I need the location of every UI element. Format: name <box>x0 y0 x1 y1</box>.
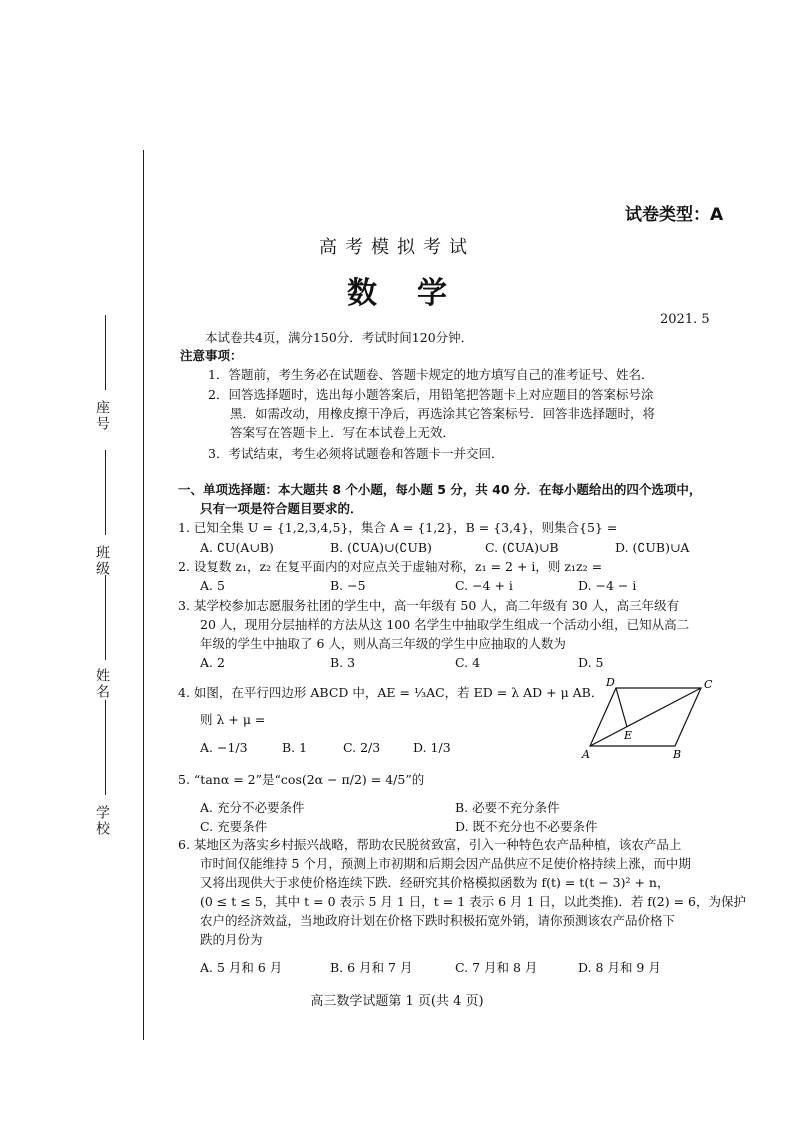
question-6-line: 6. 某地区为落实乡村振兴战略，帮助农民脱贫致富，引入一种特色农产品种植，该农产品上 <box>178 837 682 852</box>
notice-item: 1．答题前，考生务必在试题卷、答题卡规定的地方填写自己的准考证号、姓名． <box>208 367 654 382</box>
class-blank <box>105 450 106 535</box>
q5-option-d: D. 既不充分也不必要条件 <box>455 819 598 834</box>
intro-text: 本试卷共4页，满分150分．考试时间120分钟． <box>205 330 474 345</box>
question-3-line: 20 人，现用分层抽样的方法从这 100 名学生中抽取学生组成一个活动小组，已知从高二 <box>200 617 690 632</box>
seat-blank <box>105 315 106 390</box>
q5-option-a: A. 充分不必要条件 <box>200 800 305 815</box>
label-c: C <box>704 678 713 691</box>
notice-heading: 注意事项： <box>180 348 243 363</box>
q3-option-d: D. 5 <box>578 655 604 670</box>
q3-option-a: A. 2 <box>200 655 225 670</box>
label-e: E <box>624 729 633 742</box>
q4-option-d: D. 1/3 <box>413 740 451 755</box>
margin-label-name: 姓名 <box>94 668 110 700</box>
q6-option-d: D. 8 月和 9 月 <box>578 960 661 975</box>
q1-option-c: C. (∁UA)∪B <box>485 540 559 555</box>
question-3-line: 年级的学生中抽取了 6 人，则从高三年级的学生中应抽取的人数为 <box>200 636 566 651</box>
q6-option-a: A. 5 月和 6 月 <box>200 960 283 975</box>
margin-label-school: 学校 <box>94 805 110 837</box>
question-1-stem: 1. 已知全集 U = {1,2,3,4,5}，集合 A = {1,2}，B = {3,4}，则集合{5} = <box>178 520 618 535</box>
q2-option-d: D. −4 − i <box>578 578 637 593</box>
q2-option-c: C. −4 + i <box>455 578 513 593</box>
question-4-stem: 4. 如图，在平行四边形 ABCD 中，AE = ⅓AC，若 ED = λ AD + μ AB． <box>178 685 604 700</box>
section-heading-cont: 只有一项是符合题目要求的． <box>200 501 363 516</box>
question-5-stem: 5. “tanα = 2”是“cos(2α − π/2) = 4/5”的 <box>178 772 425 787</box>
paper-type: 试卷类型：A <box>625 205 724 225</box>
q1-option-a: A. ∁U(A∪B) <box>200 540 274 555</box>
exam-subtitle: 高考模拟考试 <box>319 237 475 258</box>
question-2-stem: 2. 设复数 z₁，z₂ 在复平面内的对应点关于虚轴对称，z₁ = 2 + i，则 z₁z₂ = <box>178 559 603 574</box>
notice-item: 黑．如需改动，用橡皮擦干净后，再选涂其它答案标号．回答非选择题时，将 <box>230 406 656 421</box>
question-4-ask: 则 λ + μ = <box>200 712 266 727</box>
page-footer: 高三数学试题第 1 页(共 4 页) <box>310 994 484 1009</box>
q4-option-a: A. −1/3 <box>200 740 248 755</box>
question-6-line: 市时间仅能维持 5 个月，预测上市初期和后期会因产品供应不足使价格持续上涨，而中期 <box>200 856 691 871</box>
q6-option-b: B. 6 月和 7 月 <box>330 960 413 975</box>
margin-label-class: 班级 <box>94 545 110 577</box>
notice-item: 答案写在答题卡上．写在本试卷上无效． <box>230 425 456 440</box>
q1-option-d: D. (∁UB)∪A <box>615 540 690 555</box>
school-blank <box>105 700 106 795</box>
exam-date: 2021. 5 <box>660 312 710 327</box>
q6-option-c: C. 7 月和 8 月 <box>455 960 538 975</box>
segment-ed <box>616 688 627 727</box>
question-6-line: 又将出现供大于求使价格连续下跌．经研究其价格模拟函数为 f(t) = t(t − 3)² + n， <box>200 875 670 890</box>
q3-option-b: B. 3 <box>330 655 356 670</box>
parallelogram-figure <box>578 676 718 766</box>
exam-title: 数学 <box>347 276 487 311</box>
q1-option-b: B. (∁UA)∪(∁UB) <box>330 540 432 555</box>
name-blank <box>105 575 106 660</box>
question-3-line: 3. 某学校参加志愿服务社团的学生中，高一年级有 50 人，高二年级有 30 人，高三年级有 <box>178 598 680 613</box>
q4-option-b: B. 1 <box>282 740 308 755</box>
q2-option-a: A. 5 <box>200 578 225 593</box>
question-6-line: 农户的经济效益，当地政府计划在价格下跌时积极拓宽外销，请你预测该农产品价格下 <box>200 913 676 928</box>
q3-option-c: C. 4 <box>455 655 481 670</box>
q4-option-c: C. 2/3 <box>343 740 381 755</box>
notice-item: 2．回答选择题时，选出每小题答案后，用铅笔把答题卡上对应题目的答案标号涂 <box>208 387 654 402</box>
q5-option-c: C. 充要条件 <box>200 819 268 834</box>
label-a: A <box>582 748 590 761</box>
label-b: B <box>673 748 682 761</box>
label-d: D <box>606 676 615 689</box>
diagonal-ac <box>590 688 701 746</box>
notice-item: 3．考试结束，考生必须将试题卷和答题卡一并交回． <box>208 446 504 461</box>
q2-option-b: B. −5 <box>330 578 366 593</box>
section-heading: 一、单项选择题：本大题共 8 个小题，每小题 5 分，共 40 分．在每小题给出的四个选项中， <box>178 482 702 497</box>
question-6-line: 跌的月份为 <box>200 932 263 947</box>
q5-option-b: B. 必要不充分条件 <box>455 800 560 815</box>
question-6-line: (0 ≤ t ≤ 5，其中 t = 0 表示 5 月 1 日，t = 1 表示 6 月 1 日，以此类推)．若 f(2) = 6，为保护 <box>200 894 747 909</box>
margin-label-seat: 座号 <box>94 400 110 432</box>
